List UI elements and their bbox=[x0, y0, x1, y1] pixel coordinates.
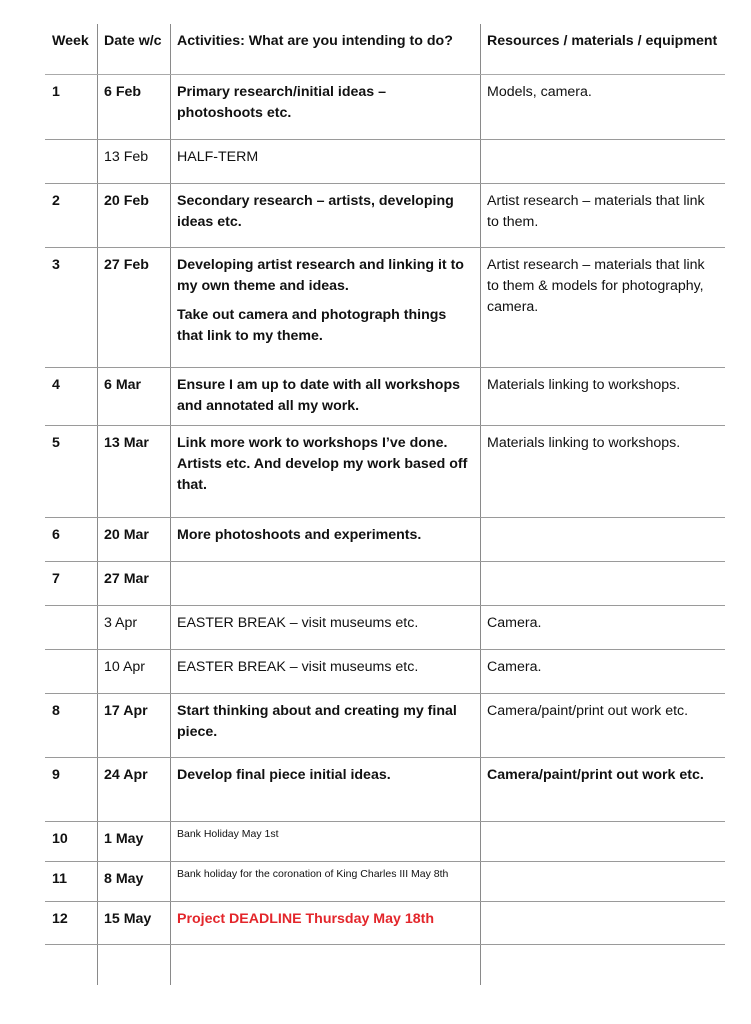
activities-cell bbox=[170, 140, 480, 183]
resources-cell: Camera. bbox=[480, 606, 725, 649]
activities-cell bbox=[170, 650, 480, 693]
date-cell bbox=[97, 945, 170, 985]
resources-cell: Camera/paint/print out work etc. bbox=[480, 694, 725, 757]
week-cell bbox=[45, 945, 97, 985]
activity-text: Primary research/initial ideas – photoshoots etc. bbox=[177, 84, 386, 121]
activity-text: HALF-TERM bbox=[177, 149, 259, 165]
table-row bbox=[45, 902, 725, 945]
activities-cell bbox=[170, 758, 480, 821]
activities-cell bbox=[170, 862, 480, 901]
date-cell: 20 Mar bbox=[97, 518, 170, 561]
resources-cell: Materials linking to workshops. bbox=[480, 426, 725, 517]
week-cell: 6 bbox=[52, 527, 60, 543]
table-row bbox=[45, 140, 725, 184]
table-row bbox=[45, 650, 725, 694]
table-row bbox=[45, 518, 725, 562]
date-cell: 1 May bbox=[97, 822, 170, 861]
activities-cell bbox=[170, 248, 480, 367]
date-cell: 24 Apr bbox=[97, 758, 170, 821]
table-row bbox=[45, 694, 725, 758]
date-cell: 13 Feb bbox=[97, 140, 170, 183]
header-week: Week bbox=[52, 33, 89, 49]
activity-text: Project DEADLINE Thursday May 18th bbox=[177, 911, 435, 927]
resources-cell: Artist research – materials that link to them & models for photography, camera. bbox=[480, 248, 725, 367]
table-row bbox=[45, 862, 725, 902]
week-cell: 5 bbox=[52, 435, 60, 451]
resources-cell: Camera. bbox=[480, 650, 725, 693]
resources-cell: Camera/paint/print out work etc. bbox=[480, 758, 725, 821]
plan-table bbox=[45, 24, 725, 985]
week-cell bbox=[45, 650, 97, 693]
table-header bbox=[45, 24, 725, 75]
activity-text: Secondary research – artists, developing ideas etc. bbox=[177, 193, 454, 230]
activities-cell bbox=[170, 902, 480, 944]
resources-cell bbox=[480, 822, 725, 861]
resources-cell bbox=[480, 902, 725, 944]
week-cell: 1 bbox=[52, 84, 60, 100]
resources-cell bbox=[480, 518, 725, 561]
activities-cell bbox=[170, 518, 480, 561]
date-cell: 13 Mar bbox=[97, 426, 170, 517]
table-row bbox=[45, 75, 725, 140]
activities-cell bbox=[170, 822, 480, 861]
table-row bbox=[45, 758, 725, 822]
table-row bbox=[45, 248, 725, 368]
resources-cell: Artist research – materials that link to them. bbox=[480, 184, 725, 247]
activities-cell bbox=[170, 606, 480, 649]
date-cell: 6 Feb bbox=[97, 75, 170, 139]
week-cell: 9 bbox=[52, 767, 60, 783]
table-row bbox=[45, 606, 725, 650]
week-cell: 8 bbox=[52, 703, 60, 719]
activity-text: Take out camera and photograph things that link to my theme. bbox=[177, 307, 447, 344]
date-cell: 10 Apr bbox=[97, 650, 170, 693]
date-cell: 15 May bbox=[97, 902, 170, 944]
date-cell: 27 Mar bbox=[97, 562, 170, 605]
header-resources: Resources / materials / equipment bbox=[480, 24, 725, 74]
activities-cell bbox=[170, 945, 480, 985]
activities-cell bbox=[170, 694, 480, 757]
date-cell: 27 Feb bbox=[97, 248, 170, 367]
resources-cell bbox=[480, 945, 725, 985]
activities-cell bbox=[170, 426, 480, 517]
table-row bbox=[45, 945, 725, 985]
date-cell: 17 Apr bbox=[97, 694, 170, 757]
date-cell: 20 Feb bbox=[97, 184, 170, 247]
resources-cell: Models, camera. bbox=[480, 75, 725, 139]
resources-cell bbox=[480, 562, 725, 605]
week-cell: 12 bbox=[52, 911, 68, 927]
activity-text: Developing artist research and linking it to my own theme and ideas. bbox=[177, 257, 464, 294]
activity-text: Start thinking about and creating my final piece. bbox=[177, 703, 457, 740]
date-cell: 3 Apr bbox=[97, 606, 170, 649]
activity-text: EASTER BREAK – visit museums etc. bbox=[177, 659, 419, 675]
activity-text: EASTER BREAK – visit museums etc. bbox=[177, 615, 419, 631]
resources-cell bbox=[480, 862, 725, 901]
week-cell: 4 bbox=[52, 377, 60, 393]
table-row bbox=[45, 426, 725, 518]
activity-text: More photoshoots and experiments. bbox=[177, 527, 422, 543]
resources-cell bbox=[480, 140, 725, 183]
activity-text: Link more work to workshops I’ve done. Artists etc. And develop my work based off that. bbox=[177, 435, 468, 493]
activity-text: Develop final piece initial ideas. bbox=[177, 767, 391, 783]
week-cell: 10 bbox=[52, 831, 68, 847]
table-row bbox=[45, 368, 725, 426]
week-cell bbox=[45, 606, 97, 649]
week-cell: 7 bbox=[52, 571, 60, 587]
header-date: Date w/c bbox=[97, 24, 170, 74]
date-cell: 8 May bbox=[97, 862, 170, 901]
week-cell: 2 bbox=[52, 193, 60, 209]
activity-text: Bank Holiday May 1st bbox=[177, 828, 279, 840]
header-activities: Activities: What are you intending to do? bbox=[170, 24, 480, 74]
date-cell: 6 Mar bbox=[97, 368, 170, 425]
week-cell: 3 bbox=[52, 257, 60, 273]
week-cell: 11 bbox=[52, 871, 67, 887]
resources-cell: Materials linking to workshops. bbox=[480, 368, 725, 425]
table-row bbox=[45, 562, 725, 606]
activities-cell bbox=[170, 368, 480, 425]
activities-cell bbox=[170, 184, 480, 247]
table-row bbox=[45, 822, 725, 862]
week-cell bbox=[45, 140, 97, 183]
table-row bbox=[45, 184, 725, 248]
activity-text: Bank holiday for the coronation of King Charles III May 8th bbox=[177, 868, 449, 880]
activities-cell bbox=[170, 562, 480, 605]
activity-text: Ensure I am up to date with all workshops and annotated all my work. bbox=[177, 377, 461, 414]
activities-cell bbox=[170, 75, 480, 139]
